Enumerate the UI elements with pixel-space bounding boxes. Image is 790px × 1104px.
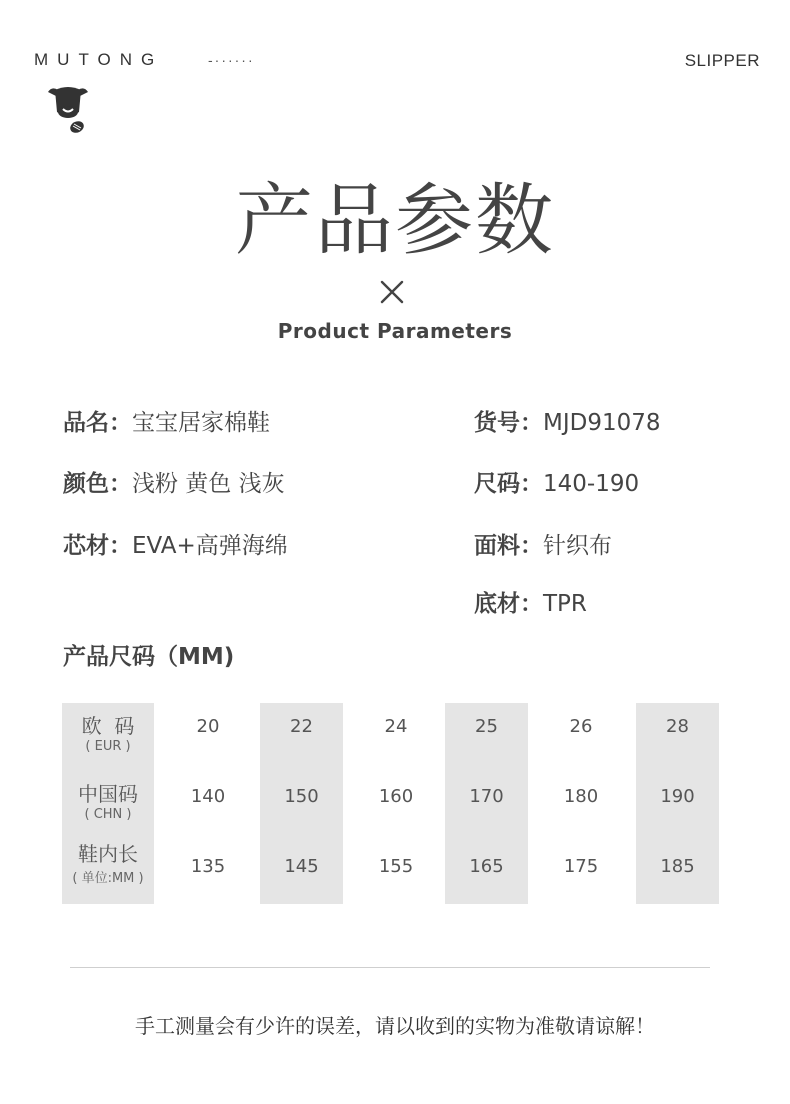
footer-note: 手工测量会有少许的误差，请以收到的实物为准敬请谅解！ xyxy=(135,1014,655,1038)
table-cell: 145 xyxy=(284,856,319,877)
param-sole xyxy=(474,585,587,618)
param-value: 针织布 xyxy=(543,533,612,559)
param-sku xyxy=(474,404,661,437)
param-value: EVA+高弹海绵 xyxy=(132,533,288,559)
table-cell: 20 xyxy=(196,716,220,737)
param-name xyxy=(63,404,270,437)
table-row-label-chn xyxy=(62,778,154,822)
param-fabric xyxy=(474,527,612,560)
param-value: 宝宝居家棉鞋 xyxy=(132,410,270,436)
param-key: 尺码 xyxy=(474,471,520,497)
table-cell: 26 xyxy=(569,716,593,737)
table-cell: 160 xyxy=(378,786,414,807)
table-row-label-length xyxy=(62,838,154,886)
param-sep: ： xyxy=(109,471,132,497)
param-key: 颜色 xyxy=(63,471,109,497)
brand-name: MUTONG xyxy=(34,50,164,69)
table-cell: 190 xyxy=(660,786,695,807)
param-value: MJD91078 xyxy=(543,410,661,436)
param-core xyxy=(63,527,288,560)
param-key: 货号 xyxy=(474,410,520,436)
param-sep: ： xyxy=(520,410,543,436)
param-value: 140-190 xyxy=(543,471,640,497)
row-label: 中国码 xyxy=(78,782,138,806)
table-cell: 24 xyxy=(384,716,408,737)
param-sep: ： xyxy=(109,410,132,436)
cow-logo-icon xyxy=(46,82,90,136)
table-cell: 22 xyxy=(290,716,313,737)
cross-icon xyxy=(377,277,407,307)
param-key: 底材 xyxy=(474,591,520,617)
param-sep: ： xyxy=(520,471,543,497)
divider xyxy=(70,967,710,968)
param-key: 芯材 xyxy=(63,533,109,559)
row-label: 鞋内长 xyxy=(78,842,138,866)
page-title: 产品参数 xyxy=(234,176,555,266)
table-cell: 165 xyxy=(469,856,504,877)
size-table-heading: 产品尺码（MM) xyxy=(63,644,235,670)
table-cell: 185 xyxy=(660,856,695,877)
table-cell: 28 xyxy=(666,716,689,737)
table-cell: 175 xyxy=(563,856,599,877)
brand-dots: -······ xyxy=(208,52,255,68)
param-value: TPR xyxy=(543,591,587,617)
param-sep: ： xyxy=(520,591,543,617)
table-cell: 155 xyxy=(378,856,414,877)
row-label: 欧 码 xyxy=(81,714,135,738)
page-subtitle: Product Parameters xyxy=(277,319,513,343)
param-sep: ： xyxy=(520,533,543,559)
table-cell: 25 xyxy=(475,716,498,737)
row-label-sub: ( EUR ) xyxy=(85,739,131,754)
param-key: 品名 xyxy=(63,410,109,436)
table-cell: 170 xyxy=(469,786,504,807)
table-cell: 135 xyxy=(190,856,226,877)
row-label-sub: ( 单位:MM ) xyxy=(72,871,144,886)
param-sep: ： xyxy=(109,533,132,559)
param-key: 面料 xyxy=(474,533,520,559)
row-label-sub: ( CHN ) xyxy=(84,807,132,822)
param-color xyxy=(63,465,285,498)
category-label: SLIPPER xyxy=(684,51,760,70)
param-value: 浅粉 黄色 浅灰 xyxy=(132,471,285,497)
table-cell: 180 xyxy=(563,786,599,807)
param-size xyxy=(474,465,639,498)
table-cell: 150 xyxy=(284,786,319,807)
table-row-label-eur xyxy=(62,710,154,754)
table-cell: 140 xyxy=(190,786,226,807)
